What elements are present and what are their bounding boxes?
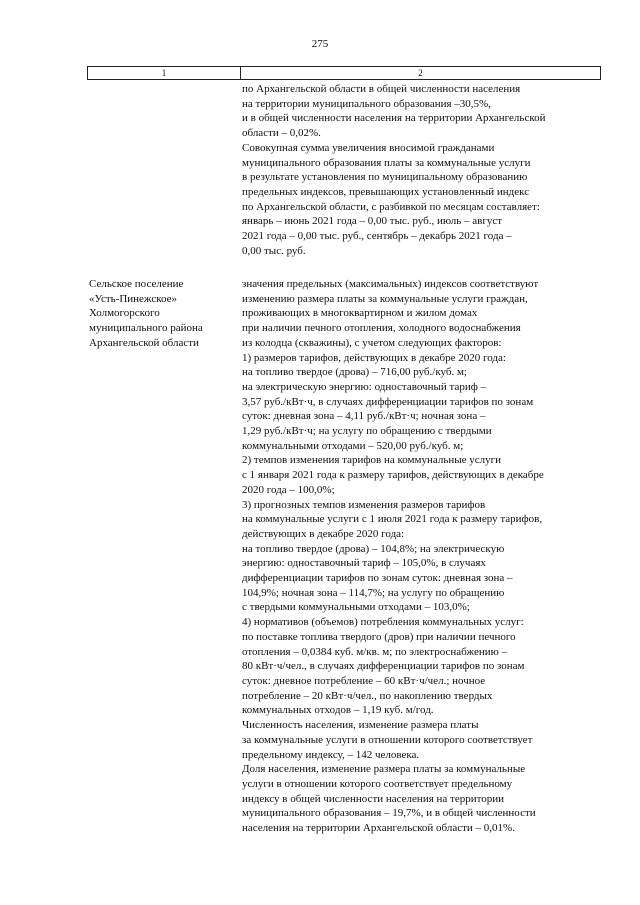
text-line: по Архангельской области в общей численности населения xyxy=(242,83,521,95)
text-line: январь – июнь 2021 года – 0,00 тыс. руб., июль – август xyxy=(242,215,503,228)
continued-text-block xyxy=(242,82,546,258)
text-line: по Архангельской области, с разбивкой по месяцам составляет: xyxy=(242,200,540,213)
text-line: 1) размеров тарифов, действующих в декабре 2020 года: xyxy=(242,351,506,364)
text-line: Численность населения, изменение размера платы xyxy=(242,719,479,732)
text-line: 3,57 руб./кВт·ч, в случаях дифференциации тарифов по зонам xyxy=(242,395,534,408)
text-line: за коммунальные услуги в отношении которого соответствует xyxy=(242,733,533,746)
index-description-block xyxy=(242,277,544,836)
text-line: при наличии печного отопления, холодного водоснабжения xyxy=(242,322,521,335)
text-line: 4) нормативов (объемов) потребления коммунальных услуг: xyxy=(242,616,524,629)
text-line: муниципального образования – 19,7%, и в общей численности xyxy=(242,807,536,820)
municipality-line: муниципального района xyxy=(89,322,203,335)
text-line: проживающих в многоквартирном и жилом домах xyxy=(242,307,478,320)
text-line: индексу в общей численности населения на территории xyxy=(242,792,505,805)
text-line: 2020 года – 100,0%; xyxy=(242,483,335,496)
text-line: 2021 года – 0,00 тыс. руб., сентябрь – декабрь 2021 года – xyxy=(242,230,512,243)
text-line: дифференциации тарифов по зонам суток: дневная зона – xyxy=(242,572,513,585)
text-line: отопления – 0,0384 куб. м/кв. м; по электроснабжению – xyxy=(242,645,508,658)
text-line: 2) темпов изменения тарифов на коммунальные услуги xyxy=(242,454,502,467)
text-line: Совокупная сумма увеличения вносимой гражданами xyxy=(242,141,495,154)
text-line: суток: дневное потребление – 60 кВт·ч/чел.; ночное xyxy=(242,674,486,687)
text-line: на коммунальные услуги с 1 июля 2021 года к размеру тарифов, xyxy=(242,513,543,526)
table-header-row xyxy=(87,66,601,80)
text-line: области – 0,02%. xyxy=(242,127,321,140)
text-line: суток: дневная зона – 4,11 руб./кВт·ч; ночная зона – xyxy=(242,410,486,423)
text-line: коммунальных отходов – 1,19 куб. м/год. xyxy=(242,704,434,717)
text-line: на территории муниципального образования –30,5%, xyxy=(242,97,491,110)
text-line: населения на территории Архангельской области – 0,01%. xyxy=(242,822,515,835)
text-line: коммунальными отходами – 520,00 руб./куб. м; xyxy=(242,439,464,452)
column-2-header: 2 xyxy=(418,68,423,78)
text-line: по поставке топлива твердого (дров) при наличии печного xyxy=(242,630,516,643)
text-line: энергию: одноставочный тариф – 105,0%, в случаях xyxy=(242,557,486,570)
municipality-line: Сельское поселение xyxy=(89,278,184,290)
text-line: потребление – 20 кВт·ч/чел., по накоплению твердых xyxy=(242,689,493,702)
text-line: предельных индексов, превышающих установленный индекс xyxy=(242,185,530,198)
text-line: на топливо твердое (дрова) – 104,8%; на электрическую xyxy=(242,542,505,555)
text-line: 80 кВт·ч/чел., в случаях дифференциации тарифов по зонам xyxy=(242,660,525,673)
text-line: из колодца (скважины), с учетом следующих факторов: xyxy=(242,336,502,349)
text-line: услуги в отношении которого соответствует предельному xyxy=(242,777,513,790)
text-line: значения предельных (максимальных) индексов соответствуют xyxy=(242,278,539,290)
text-line: Доля населения, изменение размера платы за коммунальные xyxy=(242,763,526,776)
column-1-header: 1 xyxy=(88,67,241,79)
text-line: изменению размера платы за коммунальные услуги граждан, xyxy=(242,292,528,305)
text-line: на электрическую энергию: одноставочный тариф – xyxy=(242,380,487,393)
text-line: в результате установления по муниципальному образованию xyxy=(242,171,528,184)
municipality-name xyxy=(89,277,235,351)
municipality-line: «Усть-Пинежское» xyxy=(89,292,178,305)
text-line: с 1 января 2021 года к размеру тарифов, действующих в декабре xyxy=(242,469,544,482)
text-line: 1,29 руб./кВт·ч; на услугу по обращению с твердыми xyxy=(242,425,492,438)
text-line: 3) прогнозных темпов изменения размеров тарифов xyxy=(242,498,486,511)
text-line: предельному индексу, – 142 человека. xyxy=(242,748,420,761)
text-line: на топливо твердое (дрова) – 716,00 руб./куб. м; xyxy=(242,366,467,379)
text-line: 0,00 тыс. руб. xyxy=(242,244,306,257)
text-line: муниципального образования платы за коммунальные услуги xyxy=(242,156,531,169)
municipality-line: Холмогорского xyxy=(89,307,160,320)
page-number: 275 xyxy=(311,38,329,50)
text-line: с твердыми коммунальными отходами – 103,0%; xyxy=(242,601,470,614)
text-line: действующих в декабре 2020 года: xyxy=(242,527,405,540)
text-line: и в общей численности населения на территории Архангельской xyxy=(242,112,546,125)
municipality-line: Архангельской области xyxy=(89,336,199,349)
text-line: 104,9%; ночная зона – 114,7%; на услугу по обращению xyxy=(242,586,505,599)
